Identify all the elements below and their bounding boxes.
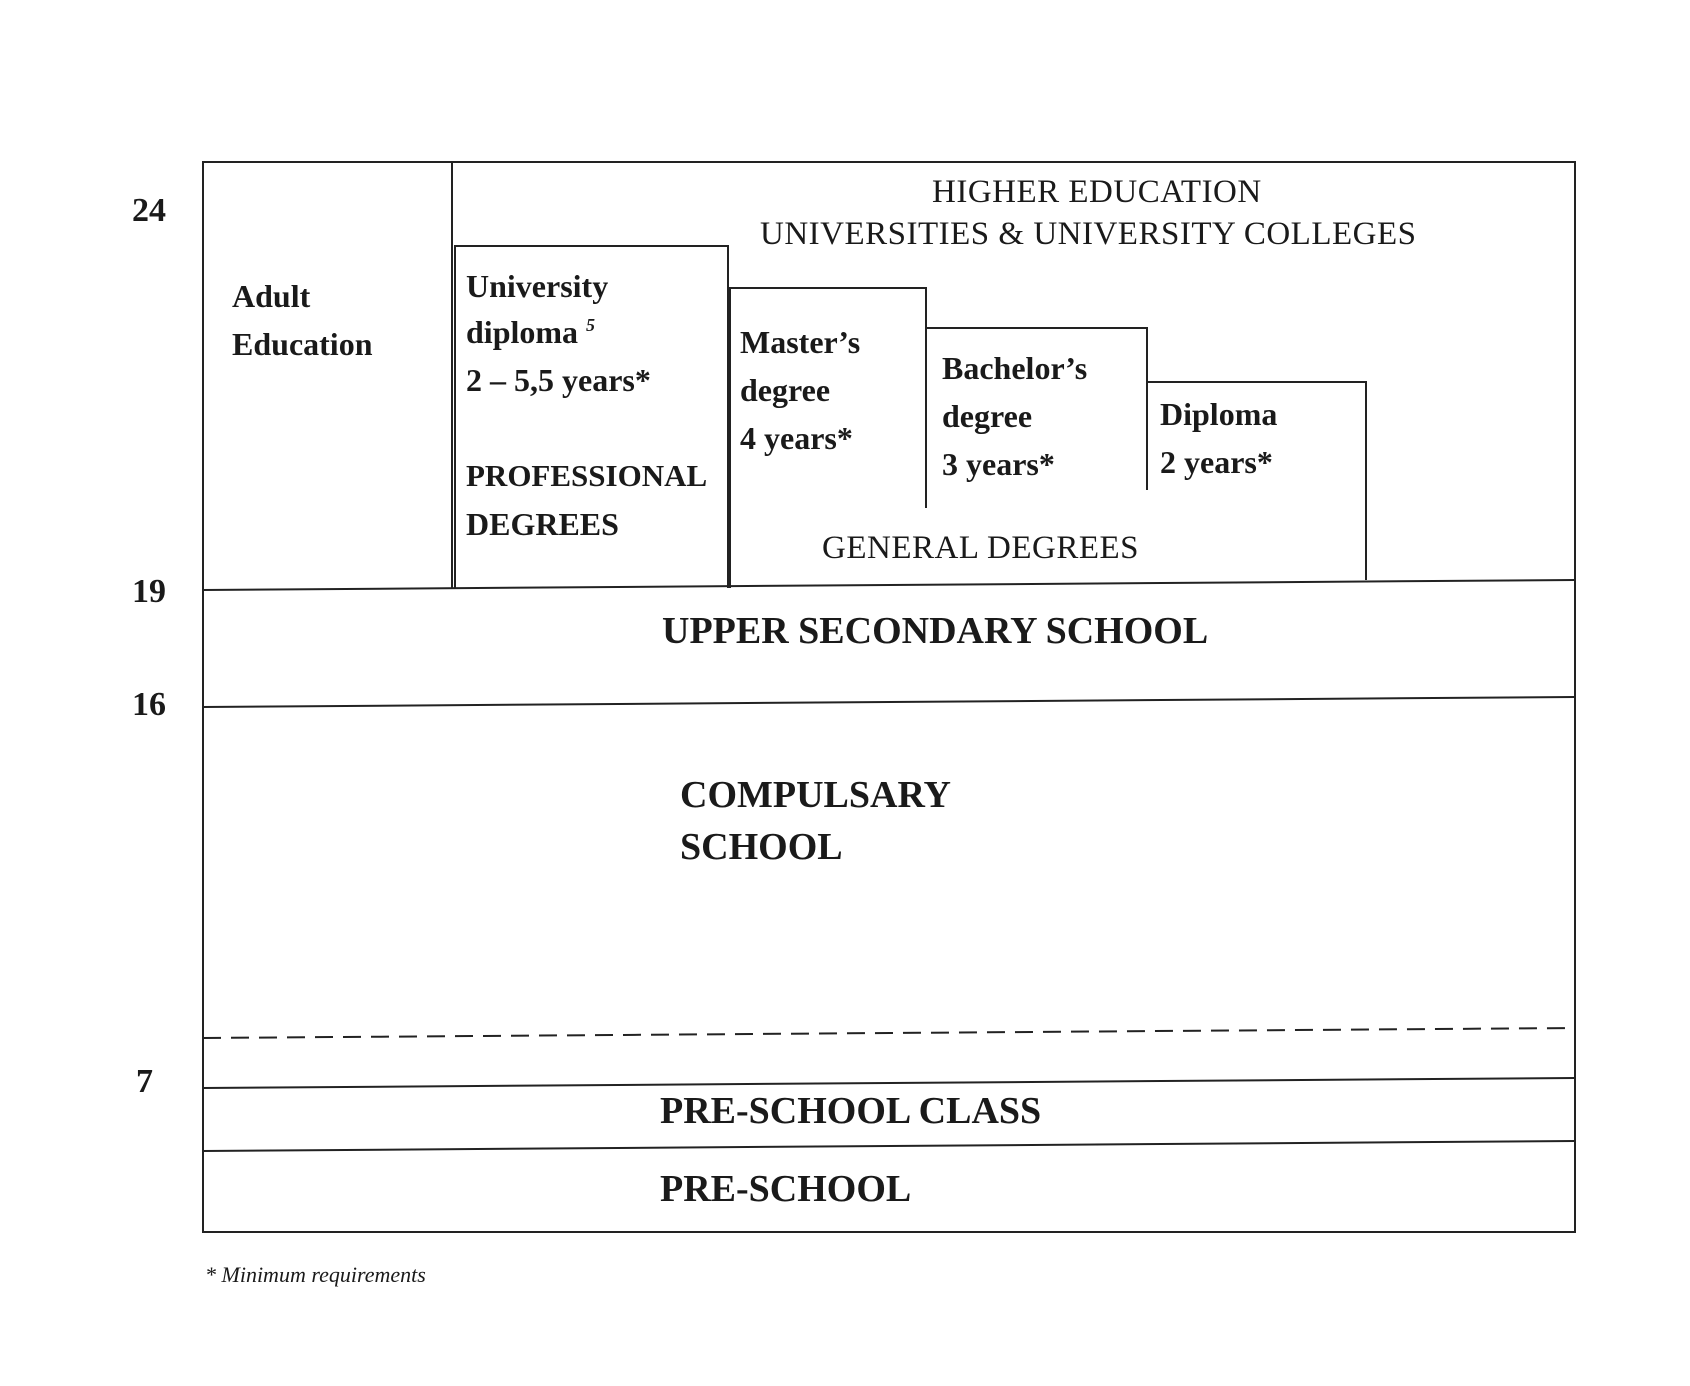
adult-education-label-line2: Education (232, 326, 373, 362)
general-degrees-label: GENERAL DEGREES (822, 530, 1140, 566)
professional-degrees-line2: DEGREES (466, 506, 619, 542)
university-diploma-duration: 2 – 5,5 years* (466, 362, 651, 398)
diploma-label: Diploma (1160, 396, 1278, 432)
line-age-7 (203, 1078, 1575, 1088)
pre-school-class-label: PRE-SCHOOL CLASS (660, 1090, 1042, 1132)
adult-education-label-line1: Adult (232, 278, 311, 314)
footnote-marker-5: 5 (586, 315, 596, 336)
outer-frame (203, 162, 1575, 1232)
dashed-line-compulsory (203, 1028, 1575, 1038)
line-age-16 (203, 697, 1575, 707)
age-label-19: 19 (132, 573, 166, 610)
higher-education-title: HIGHER EDUCATION (932, 174, 1262, 210)
bachelors-duration: 3 years* (942, 446, 1055, 482)
line-pre-school (203, 1141, 1575, 1151)
diploma-duration: 2 years* (1160, 444, 1273, 480)
compulsory-school-label-line2: SCHOOL (680, 826, 843, 868)
pre-school-label: PRE-SCHOOL (660, 1168, 912, 1210)
minimum-requirements-footnote: * Minimum requirements (205, 1262, 426, 1287)
university-diploma-label-line1: University (466, 268, 609, 304)
compulsory-school-label-line1: COMPULSARY (680, 774, 951, 816)
upper-secondary-school-label: UPPER SECONDARY SCHOOL (662, 610, 1209, 652)
age-label-24: 24 (132, 192, 166, 229)
masters-duration: 4 years* (740, 420, 853, 456)
masters-label-line1: Master’s (740, 324, 861, 360)
age-label-7: 7 (136, 1063, 153, 1100)
university-diploma-word: diploma (466, 314, 579, 350)
masters-label-line2: degree (740, 372, 831, 408)
higher-education-subtitle: UNIVERSITIES & UNIVERSITY COLLEGES (760, 216, 1417, 252)
age-label-16: 16 (132, 686, 166, 723)
bachelors-label-line2: degree (942, 398, 1033, 434)
professional-degrees-line1: PROFESSIONAL (466, 458, 708, 493)
university-diploma-label-line2 (466, 316, 595, 348)
bachelors-label-line1: Bachelor’s (942, 350, 1088, 386)
line-age-19 (203, 580, 1575, 590)
